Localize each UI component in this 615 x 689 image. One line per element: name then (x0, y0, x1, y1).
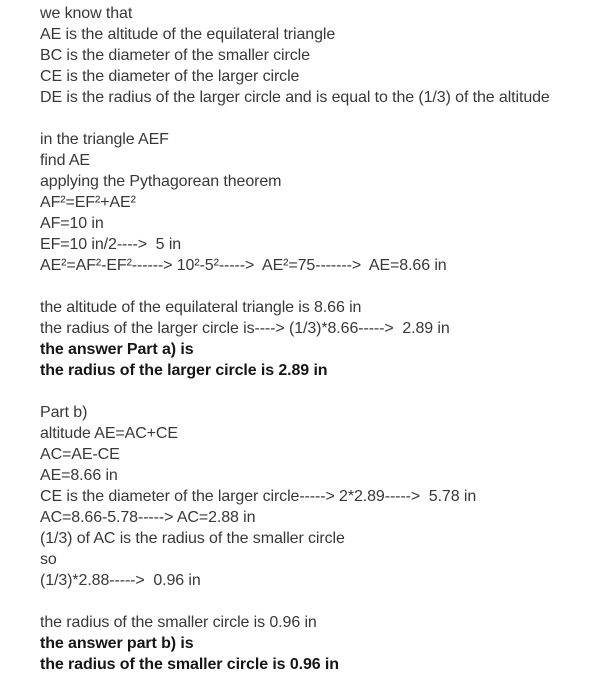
text-line: in the triangle AEF (40, 131, 169, 148)
text-line: we know that (40, 5, 133, 22)
section-part-b-answer (40, 612, 605, 675)
text-line: BC is the diameter of the smaller circle (40, 47, 310, 64)
section-part-a-work (40, 129, 605, 276)
answer-line: the radius of the smaller circle is 0.96 in (40, 656, 339, 673)
equation-line: EF=10 in/2----> 5 in (40, 236, 182, 253)
text-line: so (40, 551, 57, 568)
section-part-a-answer (40, 297, 605, 381)
text-line: DE is the radius of the larger circle and is equal to the (1/3) of the altitude (40, 89, 550, 106)
text-line: Part b) (40, 404, 88, 421)
equation-line: AE²=AF²-EF²------> 10²-5²-----> AE²=75-------> AE=8.66 in (40, 257, 447, 274)
equation-line: AE=8.66 in (40, 467, 118, 484)
text-line: the radius of the larger circle is----> (1/3)*8.66-----> 2.89 in (40, 320, 450, 337)
equation-line: AF=10 in (40, 215, 104, 232)
equation-line: altitude AE=AC+CE (40, 425, 178, 442)
text-line: find AE (40, 152, 91, 169)
equation-line: CE is the diameter of the larger circle-----> 2*2.89-----> 5.78 in (40, 488, 477, 505)
text-line: applying the Pythagorean theorem (40, 173, 282, 190)
text-line: CE is the diameter of the larger circle (40, 68, 300, 85)
answer-line: the radius of the larger circle is 2.89 in (40, 362, 328, 379)
equation-line: AC=AE-CE (40, 446, 120, 463)
section-given-facts (40, 3, 605, 108)
equation-line: AF²=EF²+AE² (40, 194, 136, 211)
text-line: (1/3) of AC is the radius of the smaller circle (40, 530, 345, 547)
text-line: AE is the altitude of the equilateral triangle (40, 26, 336, 43)
text-line: the altitude of the equilateral triangle is 8.66 in (40, 299, 362, 316)
text-line: the radius of the smaller circle is 0.96 in (40, 614, 317, 631)
answer-line: the answer part b) is (40, 635, 194, 652)
answer-line: the answer Part a) is (40, 341, 194, 358)
equation-line: (1/3)*2.88-----> 0.96 in (40, 572, 201, 589)
equation-line: AC=8.66-5.78-----> AC=2.88 in (40, 509, 256, 526)
section-part-b-work (40, 402, 605, 591)
